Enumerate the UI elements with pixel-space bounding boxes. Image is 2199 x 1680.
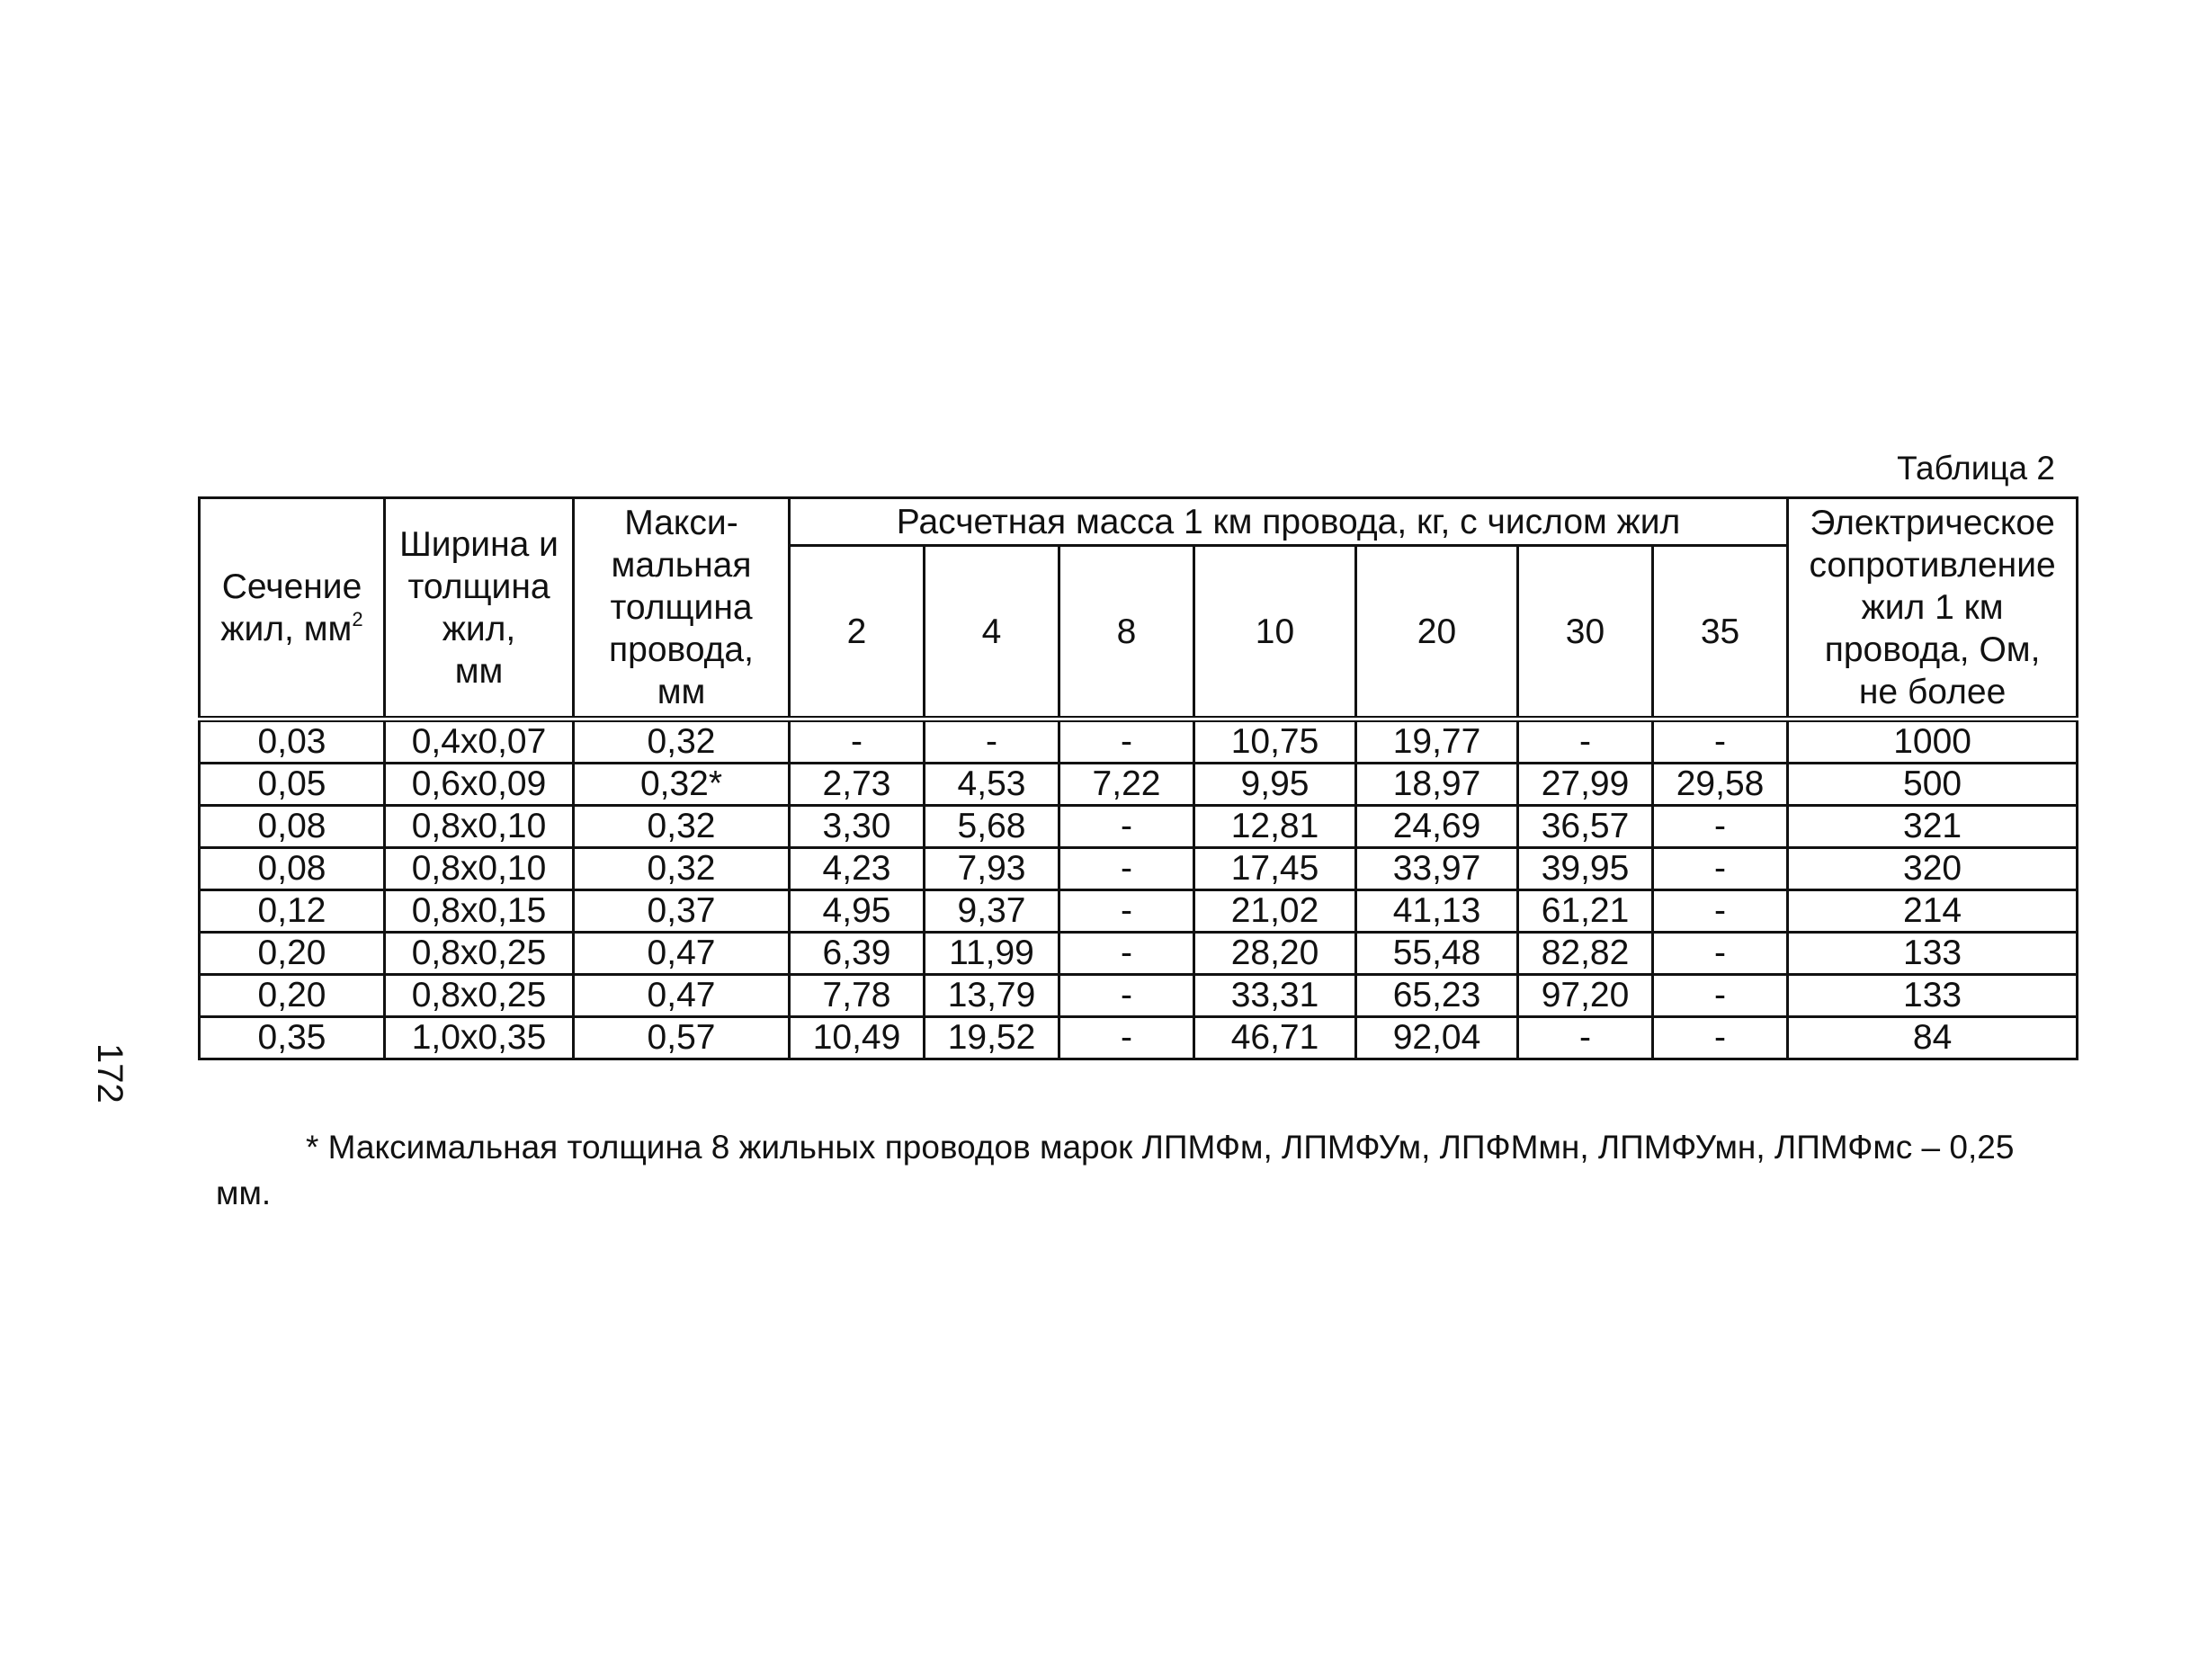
header-line: мм [657, 673, 706, 711]
table-cell: - [1653, 1017, 1788, 1059]
table-cell: - [1653, 975, 1788, 1017]
table-cell: 12,81 [1194, 806, 1356, 848]
table-cell: 3,30 [790, 806, 925, 848]
table-cell: 92,04 [1356, 1017, 1518, 1059]
table-cell: 1,0х0,35 [385, 1017, 574, 1059]
table-cell: 0,08 [200, 848, 385, 890]
table-cell: 46,71 [1194, 1017, 1356, 1059]
table-cell: 5,68 [925, 806, 1059, 848]
table-cell: - [1059, 933, 1194, 975]
data-table [198, 496, 2078, 1060]
table-cell: 0,37 [574, 890, 790, 933]
table-cell: 500 [1788, 764, 2078, 806]
header-line: Ширина и [399, 524, 559, 564]
table-cell: 0,12 [200, 890, 385, 933]
table-cell: 27,99 [1518, 764, 1653, 806]
header-section-line [201, 608, 383, 650]
table-row [200, 933, 2078, 975]
table-row [200, 975, 2078, 1017]
table-cell: 9,37 [925, 890, 1059, 933]
footnote: * Максимальная толщина 8 жильных проводов марок ЛПМФм, ЛПМФУм, ЛПФМмн, ЛПМФУмн, ЛПМФмс – 0,25 мм. [216, 1129, 2015, 1211]
table-caption: Таблица 2 [1897, 450, 2055, 487]
table-cell: 0,32* [574, 764, 790, 806]
table-cell: - [1059, 719, 1194, 764]
table-cell: - [1059, 1017, 1194, 1059]
table-cell: 10,75 [1194, 719, 1356, 764]
table-cell: 41,13 [1356, 890, 1518, 933]
table-cell: - [1059, 806, 1194, 848]
header-line: Электрическое [1810, 504, 2055, 542]
table-cell: 28,20 [1194, 933, 1356, 975]
table-cell: 320 [1788, 848, 2078, 890]
table-cell: 39,95 [1518, 848, 1653, 890]
table-cell: 0,47 [574, 975, 790, 1017]
header-width-thickness [385, 498, 574, 719]
table-cell: 7,93 [925, 848, 1059, 890]
header-line: мальная [611, 546, 752, 585]
header-strand-count: 8 [1059, 546, 1194, 719]
table-cell: 7,78 [790, 975, 925, 1017]
header-mass-group: Расчетная масса 1 км провода, кг, с числом жил [790, 498, 1788, 546]
table-row [200, 764, 2078, 806]
table-cell: 65,23 [1356, 975, 1518, 1017]
table-cell: 0,57 [574, 1017, 790, 1059]
table-cell: 84 [1788, 1017, 2078, 1059]
header-max-thickness [574, 498, 790, 719]
table-cell: 0,05 [200, 764, 385, 806]
table-cell: 19,52 [925, 1017, 1059, 1059]
table-cell: 19,77 [1356, 719, 1518, 764]
page-number: 172 [90, 1043, 130, 1104]
table-cell: 82,82 [1518, 933, 1653, 975]
table-cell: 21,02 [1194, 890, 1356, 933]
header-strand-count: 30 [1518, 546, 1653, 719]
table-cell: 55,48 [1356, 933, 1518, 975]
table-cell: - [1059, 848, 1194, 890]
table-cell: 10,49 [790, 1017, 925, 1059]
header-line: сопротивление [1809, 546, 2056, 585]
header-section-unit: жил, мм [220, 609, 353, 648]
table-cell: 33,31 [1194, 975, 1356, 1017]
header-strand-count: 35 [1653, 546, 1788, 719]
table-row [200, 806, 2078, 848]
table-cell: 214 [1788, 890, 2078, 933]
table-cell: 0,08 [200, 806, 385, 848]
table-cell: 0,32 [574, 806, 790, 848]
table-cell: 133 [1788, 933, 2078, 975]
header-strand-count: 2 [790, 546, 925, 719]
table-cell: 4,95 [790, 890, 925, 933]
table-cell: - [1059, 975, 1194, 1017]
table-cell: - [790, 719, 925, 764]
table-cell: 18,97 [1356, 764, 1518, 806]
table-cell: 0,4х0,07 [385, 719, 574, 764]
table-cell: 0,20 [200, 933, 385, 975]
table-cell: 0,8х0,15 [385, 890, 574, 933]
table-cell: 0,8х0,25 [385, 933, 574, 975]
table-cell: 0,32 [574, 719, 790, 764]
header-line: толщина [610, 588, 753, 627]
header-line: толщина [407, 567, 550, 606]
table-cell: 33,97 [1356, 848, 1518, 890]
header-line: жил 1 км [1861, 588, 2004, 627]
table-cell: - [925, 719, 1059, 764]
header-section-line: Сечение [221, 567, 362, 606]
table-cell: 29,58 [1653, 764, 1788, 806]
table-cell: 13,79 [925, 975, 1059, 1017]
table-cell: 2,73 [790, 764, 925, 806]
table-cell: 0,8х0,10 [385, 806, 574, 848]
table-cell: 0,32 [574, 848, 790, 890]
table-cell: 9,95 [1194, 764, 1356, 806]
table-cell: - [1059, 890, 1194, 933]
table-cell: 97,20 [1518, 975, 1653, 1017]
header-strand-count: 10 [1194, 546, 1356, 719]
table-cell: 11,99 [925, 933, 1059, 975]
table-cell: 61,21 [1518, 890, 1653, 933]
table-cell: - [1653, 933, 1788, 975]
header-line: Макси- [624, 504, 738, 542]
table-cell: - [1653, 719, 1788, 764]
table-body [200, 719, 2078, 1059]
header-resistance [1788, 498, 2078, 719]
table-cell: 133 [1788, 975, 2078, 1017]
header-line: провода, [609, 630, 754, 669]
table-cell: - [1653, 848, 1788, 890]
table-cell: 4,53 [925, 764, 1059, 806]
table-cell: 17,45 [1194, 848, 1356, 890]
header-line: жил, [442, 609, 516, 648]
table-cell: - [1518, 1017, 1653, 1059]
table-cell: - [1518, 719, 1653, 764]
table-cell: 6,39 [790, 933, 925, 975]
table-cell: 24,69 [1356, 806, 1518, 848]
table-row [200, 1017, 2078, 1059]
table-row [200, 719, 2078, 764]
header-section-exponent: 2 [352, 607, 363, 630]
table-header-row [200, 498, 2078, 546]
table-cell: 0,20 [200, 975, 385, 1017]
header-line: не более [1858, 673, 2007, 711]
table-cell: - [1653, 890, 1788, 933]
table-cell: 0,6х0,09 [385, 764, 574, 806]
table-cell: 321 [1788, 806, 2078, 848]
table-cell: 0,8х0,10 [385, 848, 574, 890]
header-strand-count: 4 [925, 546, 1059, 719]
table-cell: 7,22 [1059, 764, 1194, 806]
table-cell: 0,8х0,25 [385, 975, 574, 1017]
table-cell: 0,03 [200, 719, 385, 764]
table-cell: 0,35 [200, 1017, 385, 1059]
table-cell: 36,57 [1518, 806, 1653, 848]
header-section [200, 498, 385, 719]
table-cell: 4,23 [790, 848, 925, 890]
table-row [200, 890, 2078, 933]
table-cell: 1000 [1788, 719, 2078, 764]
header-line: мм [454, 651, 504, 691]
table-cell: 0,47 [574, 933, 790, 975]
table-row [200, 848, 2078, 890]
header-strand-count: 20 [1356, 546, 1518, 719]
table-cell: - [1653, 806, 1788, 848]
header-line: провода, Ом, [1824, 630, 2041, 669]
